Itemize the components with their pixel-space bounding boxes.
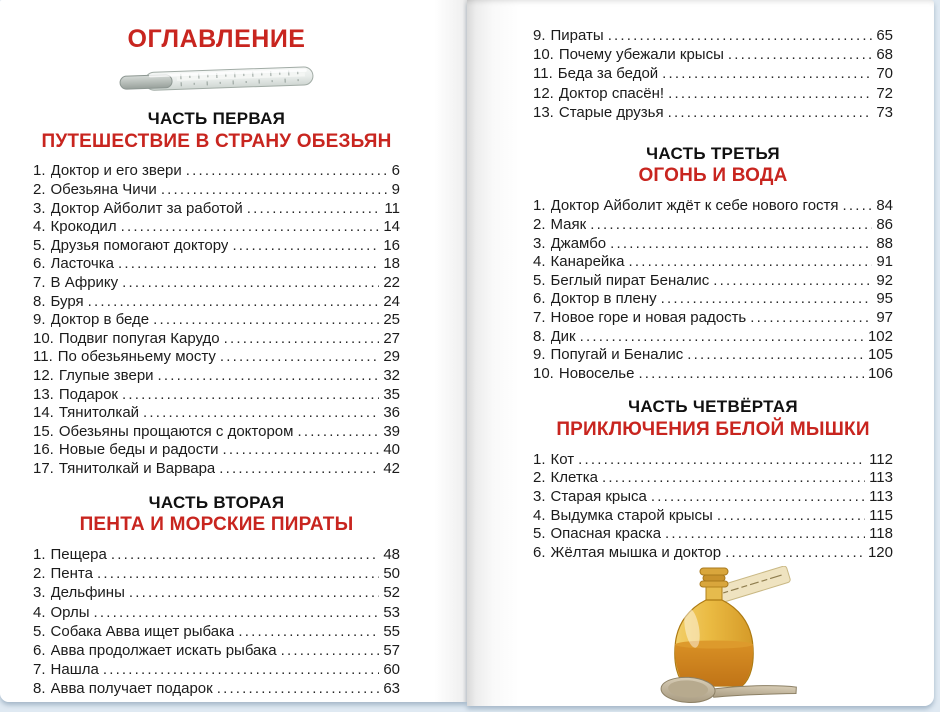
part3-entries [533, 197, 893, 383]
entry-number: 2. [533, 469, 546, 487]
entry-title: Беглый пират Беналис [550, 271, 710, 289]
toc-entry [533, 488, 893, 507]
toc-entry [533, 525, 893, 544]
toc-entry [33, 623, 400, 642]
toc-entry [33, 386, 400, 405]
dot-leader [122, 274, 379, 291]
entry-title: Друзья помогают доктору [50, 236, 229, 254]
entry-title: Джамбо [550, 234, 607, 252]
entry-number: 12. [533, 84, 554, 102]
entry-page-number: 92 [876, 271, 893, 289]
entry-title: Доктор в беде [50, 311, 150, 329]
dot-leader [728, 46, 872, 63]
entry-title: Ласточка [50, 255, 114, 273]
toc-title: ОГЛАВЛЕНИЕ [127, 25, 306, 53]
entry-number: 3. [33, 584, 46, 602]
entry-page-number: 22 [383, 274, 400, 291]
entry-page-number: 52 [383, 584, 400, 602]
dot-leader [219, 460, 379, 477]
entry-page-number: 16 [383, 236, 400, 254]
toc-entry [533, 365, 893, 384]
dot-leader [186, 162, 388, 179]
entry-page-number: 63 [383, 680, 400, 698]
entry-title: Новоселье [558, 364, 635, 382]
entry-page-number: 106 [867, 364, 893, 382]
dot-leader [103, 661, 379, 678]
entry-title: Старая крыса [550, 487, 647, 505]
part1-label: ЧАСТЬ ПЕРВАЯ [147, 109, 286, 128]
toc-entry [533, 27, 893, 46]
toc-entry [533, 544, 893, 563]
entry-title: Беда за бедой [557, 65, 659, 83]
dot-leader [111, 546, 379, 563]
entry-number: 6. [533, 543, 546, 561]
toc-entry [33, 311, 400, 330]
entry-page-number: 57 [383, 641, 400, 659]
entry-title: Попугай и Беналис [550, 346, 684, 364]
entry-title: Выдумка старой крысы [550, 506, 713, 524]
dot-leader [121, 218, 380, 235]
right-page-content [533, 0, 893, 708]
part2-entries [33, 546, 400, 700]
entry-title: Кот [550, 450, 575, 468]
entry-number: 8. [533, 327, 546, 345]
toc-entry [533, 290, 893, 309]
entry-page-number: 14 [383, 218, 400, 236]
toc-entry [533, 346, 893, 365]
entry-number: 13. [33, 385, 54, 403]
entry-number: 9. [533, 27, 546, 44]
toc-entry [33, 181, 400, 200]
entry-number: 2. [533, 215, 546, 233]
entry-page-number: 105 [867, 346, 893, 364]
entry-number: 1. [33, 545, 46, 563]
entry-page-number: 48 [383, 545, 400, 563]
left-page [0, 0, 467, 702]
entry-page-number: 112 [869, 450, 893, 468]
entry-title: Почему убежали крысы [558, 46, 724, 64]
entry-page-number: 53 [383, 603, 400, 621]
toc-entry [533, 272, 893, 291]
toc-entry [33, 274, 400, 293]
right-page [467, 0, 934, 706]
entry-title: Старые друзья [558, 103, 664, 121]
entry-number: 4. [33, 603, 46, 621]
dot-leader [143, 404, 379, 421]
entry-page-number: 29 [383, 348, 400, 366]
entry-page-number: 72 [876, 84, 893, 102]
toc-entry [33, 565, 400, 584]
entry-title: Глупые звери [58, 366, 154, 384]
entry-title: Клетка [550, 469, 598, 487]
entry-number: 7. [33, 274, 46, 291]
dot-leader [153, 311, 379, 328]
entry-page-number: 35 [383, 385, 400, 403]
part3-title: ОГОНЬ И ВОДА [638, 165, 788, 187]
entry-page-number: 55 [383, 622, 400, 640]
entry-number: 14. [33, 404, 54, 422]
entry-number: 4. [533, 506, 546, 524]
toc-entry [33, 642, 400, 661]
entry-title: Буря [50, 292, 84, 310]
entry-page-number: 50 [383, 565, 400, 583]
entry-title: Авва получает подарок [50, 680, 213, 698]
entry-page-number: 18 [383, 255, 400, 273]
toc-entry [533, 328, 893, 347]
dot-leader [651, 488, 865, 505]
dot-leader [610, 235, 872, 252]
entry-page-number: 113 [869, 469, 893, 487]
dot-leader [97, 565, 379, 582]
toc-entry [33, 680, 400, 699]
entry-title: Орлы [50, 603, 90, 621]
entry-title: Маяк [550, 215, 587, 233]
entry-title: Канарейка [550, 253, 625, 271]
dot-leader [638, 365, 864, 382]
entry-number: 9. [533, 346, 546, 364]
part3-label: ЧАСТЬ ТРЕТЬЯ [646, 143, 780, 163]
entry-title: Обезьяны прощаются с доктором [58, 422, 294, 440]
entry-page-number: 115 [869, 506, 893, 524]
dot-leader [217, 680, 380, 697]
dot-leader [713, 272, 872, 289]
toc-entry [533, 85, 893, 104]
entry-title: Тянитолкай и Варвара [58, 459, 216, 477]
entry-number: 2. [33, 181, 46, 199]
entry-title: Тянитолкай [58, 404, 140, 422]
toc-entry [33, 460, 400, 479]
dot-leader [665, 525, 865, 542]
entry-title: Подвиг попугая Карудо [58, 329, 220, 347]
entry-number: 7. [33, 661, 46, 679]
dot-leader [161, 181, 388, 198]
entry-title: В Африку [50, 274, 119, 291]
entry-number: 11. [533, 65, 553, 83]
entry-number: 17. [33, 459, 54, 477]
entry-title: Авва продолжает искать рыбака [50, 641, 277, 659]
entry-page-number: 95 [876, 290, 893, 308]
entry-title: По обезьяньему мосту [57, 348, 216, 366]
entry-page-number: 86 [876, 215, 893, 233]
entry-page-number: 113 [869, 487, 893, 505]
dot-leader [687, 346, 864, 363]
toc-entry [533, 65, 893, 84]
toc-entry [33, 584, 400, 603]
entry-number: 10. [533, 364, 554, 382]
dot-leader [297, 423, 379, 440]
entry-number: 6. [33, 641, 46, 659]
entry-page-number: 102 [867, 327, 893, 345]
entry-number: 3. [533, 487, 546, 505]
toc-entry [33, 546, 400, 565]
dot-leader [662, 65, 872, 82]
entry-title: Дик [550, 327, 576, 345]
entry-title: Доктор Айболит ждёт к себе нового гостя [550, 197, 839, 215]
entry-number: 9. [33, 311, 46, 329]
entry-number: 6. [33, 255, 46, 273]
entry-number: 1. [533, 450, 546, 468]
toc-entry [33, 218, 400, 237]
entry-title: Дельфины [50, 584, 125, 602]
dot-leader [118, 255, 379, 272]
entry-page-number: 36 [383, 404, 400, 422]
toc-entry [33, 255, 400, 274]
entry-number: 11. [33, 348, 53, 366]
entry-number: 2. [33, 565, 46, 583]
toc-entry [33, 423, 400, 442]
dot-leader [750, 309, 872, 326]
dot-leader [602, 469, 865, 486]
entry-page-number: 6 [391, 162, 400, 180]
entry-number: 3. [533, 234, 546, 252]
toc-entry [533, 216, 893, 235]
dot-leader [158, 367, 380, 384]
dot-leader [661, 290, 873, 307]
entry-number: 10. [33, 329, 54, 347]
part1-entries [33, 162, 400, 478]
entry-number: 7. [533, 308, 546, 326]
entry-page-number: 68 [876, 46, 893, 64]
left-page-content [33, 0, 400, 699]
toc-entry [33, 162, 400, 181]
entry-number: 4. [533, 253, 546, 271]
entry-title: Нашла [50, 661, 99, 679]
entry-title: Доктор в плену [550, 290, 657, 308]
toc-entry [33, 348, 400, 367]
entry-number: 6. [533, 290, 546, 308]
entry-number: 1. [533, 197, 546, 215]
toc-entry [33, 293, 400, 312]
entry-page-number: 9 [391, 181, 400, 199]
entry-number: 12. [33, 366, 54, 384]
entry-number: 8. [33, 292, 46, 310]
entry-title: Пента [50, 565, 93, 583]
entry-page-number: 118 [869, 525, 893, 543]
entry-title: Опасная краска [550, 525, 662, 543]
dot-leader [224, 330, 380, 347]
dot-leader [608, 27, 873, 44]
part1-title: ПУТЕШЕСТВИЕ В СТРАНУ ОБЕЗЬЯН [41, 130, 392, 152]
part4-label: ЧАСТЬ ЧЕТВЁРТАЯ [628, 397, 798, 417]
entry-title: Новые беды и радости [58, 441, 219, 459]
dot-leader [247, 200, 381, 217]
entry-page-number: 97 [876, 308, 893, 326]
toc-entry [33, 404, 400, 423]
toc-entry [33, 441, 400, 460]
dot-leader [578, 451, 865, 468]
entry-title: Доктор Айболит за работой [50, 199, 243, 217]
entry-number: 3. [33, 199, 46, 217]
dot-leader [668, 104, 873, 121]
entry-title: Обезьяна Чичи [50, 181, 157, 199]
entry-number: 16. [33, 441, 54, 459]
toc-entry [33, 661, 400, 680]
dot-leader [281, 642, 380, 659]
entry-page-number: 120 [867, 543, 893, 561]
entry-page-number: 65 [876, 27, 893, 44]
entry-title: Крокодил [50, 218, 117, 236]
dot-leader [88, 293, 380, 310]
entry-number: 5. [33, 622, 46, 640]
entry-page-number: 11 [384, 199, 400, 217]
entry-page-number: 42 [383, 459, 400, 477]
entry-page-number: 40 [383, 441, 400, 459]
entry-title: Пираты [550, 27, 604, 44]
part2-title: ПЕНТА И МОРСКИЕ ПИРАТЫ [79, 514, 354, 536]
entry-number: 8. [33, 680, 46, 698]
toc-entry [33, 237, 400, 256]
entry-title: Жёлтая мышка и доктор [550, 543, 722, 561]
thermometer-illustration [117, 61, 317, 97]
toc-entry [33, 367, 400, 386]
toc-entry [533, 197, 893, 216]
dot-leader [629, 253, 873, 270]
toc-entry [33, 330, 400, 349]
entry-page-number: 88 [876, 234, 893, 252]
dot-leader [129, 584, 379, 601]
dot-leader [590, 216, 872, 233]
entry-number: 5. [33, 236, 46, 254]
toc-entry [533, 451, 893, 470]
dot-leader [717, 507, 865, 524]
entry-title: Доктор и его звери [50, 162, 182, 180]
entry-page-number: 39 [383, 422, 400, 440]
dot-leader [668, 85, 872, 102]
part2-label: ЧАСТЬ ВТОРАЯ [148, 492, 285, 512]
entry-title: Новое горе и новая радость [550, 308, 747, 326]
toc-entry [533, 235, 893, 254]
dot-leader [122, 386, 379, 403]
toc-entry [533, 104, 893, 123]
entry-page-number: 73 [876, 103, 893, 121]
entry-number: 5. [533, 271, 546, 289]
dot-leader [843, 197, 873, 214]
entry-title: Собака Авва ищет рыбака [50, 622, 235, 640]
entry-page-number: 84 [876, 197, 893, 215]
entry-page-number: 25 [383, 311, 400, 329]
part4-entries [533, 451, 893, 563]
entry-number: 4. [33, 218, 46, 236]
dot-leader [580, 328, 864, 345]
toc-entry [533, 309, 893, 328]
toc-entry [33, 604, 400, 623]
entry-number: 1. [33, 162, 46, 180]
toc-entry [533, 46, 893, 65]
entry-page-number: 60 [383, 661, 400, 679]
dot-leader [725, 544, 864, 561]
entry-number: 13. [533, 103, 554, 121]
entry-page-number: 32 [383, 366, 400, 384]
dot-leader [220, 348, 379, 365]
dot-leader [238, 623, 379, 640]
entry-number: 10. [533, 46, 554, 64]
entry-title: Подарок [58, 385, 118, 403]
entry-page-number: 91 [876, 253, 893, 271]
dot-leader [232, 237, 379, 254]
toc-entry [533, 469, 893, 488]
dot-leader [94, 604, 380, 621]
medicine-bottle-illustration [628, 566, 828, 708]
entry-page-number: 70 [876, 65, 893, 83]
entry-page-number: 27 [383, 329, 400, 347]
dot-leader [223, 441, 380, 458]
part4-title: ПРИКЛЮЧЕНИЯ БЕЛОЙ МЫШКИ [556, 418, 870, 440]
entry-number: 15. [33, 422, 54, 440]
entry-title: Пещера [50, 545, 107, 563]
toc-entry [533, 507, 893, 526]
toc-entry [533, 253, 893, 272]
entry-page-number: 24 [383, 292, 400, 310]
entry-number: 5. [533, 525, 546, 543]
toc-entry [33, 200, 400, 219]
entry-title: Доктор спасён! [558, 84, 665, 102]
part2-entries-continued [533, 27, 893, 123]
